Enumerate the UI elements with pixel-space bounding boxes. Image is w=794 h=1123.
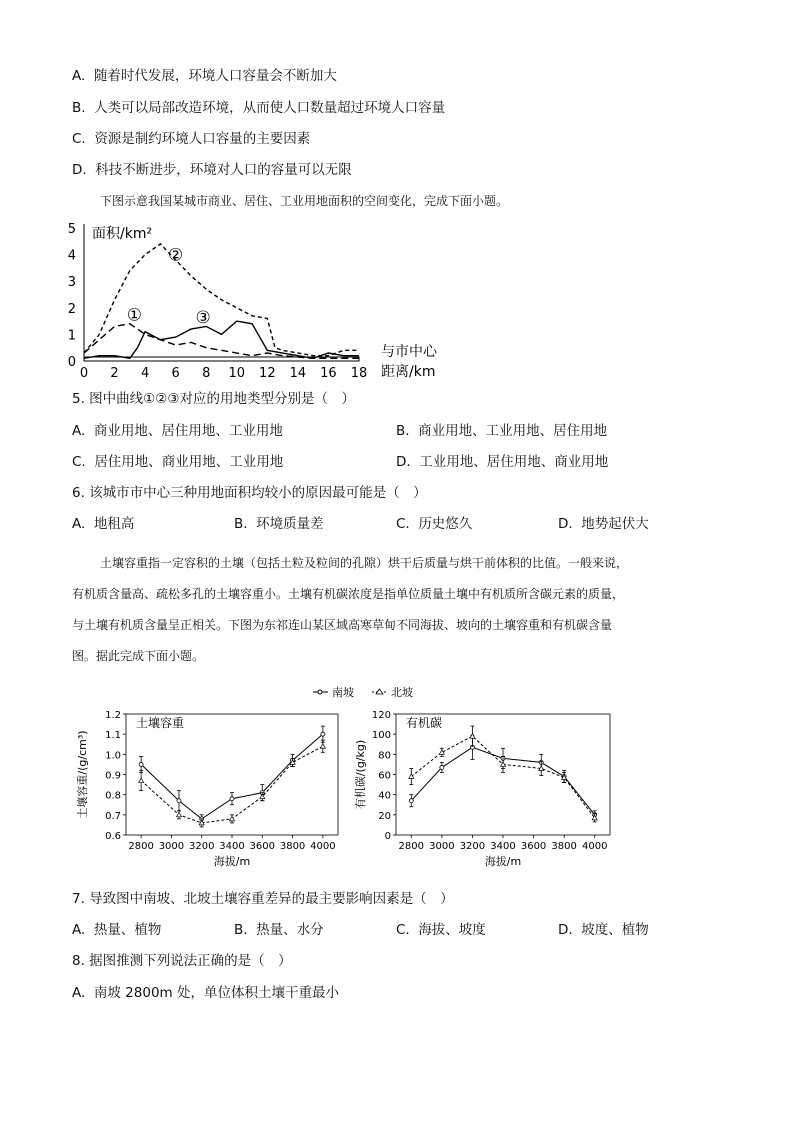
series-line-2 bbox=[84, 244, 359, 356]
x-tick-label: 6 bbox=[171, 366, 180, 378]
south-slope-point bbox=[139, 762, 143, 766]
q6-option-d: D. 地势起伏大 bbox=[558, 516, 649, 532]
q7-stem: 7. 导致图中南坡、北坡土壤容重差异的最主要影响因素是（ ） bbox=[72, 891, 454, 907]
y-axis-title: 土壤容重/(g/cm³) bbox=[76, 730, 89, 819]
intro-chart2: 土壤容重指一定容积的土壤（包括土粒及粒间的孔隙）烘干后质量与烘干前体积的比值。一般来说， 有机质含量高、疏松多孔的土壤容重小。土壤有机碳浓度是指单位质量土壤中有机质所含碳元素的质量， 与土壤有机质含量呈正相关。下图为东祁连山某区域高寒草甸不同海拔、坡向的土壤容重和有机碳含量 图。据此完成下面小题。 bbox=[72, 556, 629, 663]
q6-option-a: A. 地租高 bbox=[72, 516, 135, 532]
y-tick-label: 0.8 bbox=[105, 790, 121, 802]
y-tick-label: 4 bbox=[68, 248, 76, 264]
x-tick-label: 4000 bbox=[310, 841, 336, 852]
y-tick-label: 100 bbox=[371, 730, 391, 742]
y-tick-label: 1.2 bbox=[105, 710, 121, 721]
y-axis-title: 有机碳/(g/kg) bbox=[354, 739, 367, 810]
series-line-3 bbox=[84, 321, 359, 358]
q5-option-a: A. 商业用地、居住用地、工业用地 bbox=[72, 423, 283, 439]
curve-label-2: ② bbox=[168, 245, 184, 266]
y-tick-label: 1.0 bbox=[105, 750, 121, 762]
x-axis-title-line1: 与市中心 bbox=[381, 344, 437, 360]
north-slope-point bbox=[320, 744, 325, 749]
x-tick-label: 14 bbox=[289, 366, 307, 378]
y-tick-label: 0 bbox=[68, 355, 76, 370]
q5-stem: 5. 图中曲线①②③对应的用地类型分别是（ ） bbox=[72, 391, 355, 407]
q7-option-d: D. 坡度、植物 bbox=[558, 922, 649, 938]
x-tick-label: 3800 bbox=[279, 841, 306, 852]
x-tick-label: 3800 bbox=[551, 841, 577, 852]
soil-density-carbon-chart bbox=[70, 683, 630, 873]
y-tick-label: 80 bbox=[378, 750, 391, 762]
intro-chart1: 下图示意我国某城市商业、居住、工业用地面积的空间变化，完成下面小题。 bbox=[100, 194, 509, 208]
curve-label-1: ① bbox=[126, 305, 143, 326]
y-tick-label: 0.7 bbox=[105, 810, 121, 822]
x-tick-label: 3200 bbox=[459, 841, 486, 852]
panel-title: 土壤容重 bbox=[136, 716, 185, 730]
x-axis-title: 海拔/m bbox=[213, 855, 251, 868]
q6-option-c: C. 历史悠久 bbox=[396, 516, 473, 532]
y-tick-label: 1.1 bbox=[105, 730, 121, 742]
x-tick-label: 4000 bbox=[581, 841, 608, 852]
q4-option-a: A. 随着时代发展，环境人口容量会不断加大 bbox=[72, 68, 337, 84]
y-tick-label: 40 bbox=[378, 790, 391, 802]
north-slope-point bbox=[439, 750, 444, 755]
north-slope-point bbox=[139, 778, 144, 783]
x-tick-label: 4 bbox=[140, 366, 150, 378]
q8-stem: 8. 据图推测下列说法正确的是（ ） bbox=[72, 953, 292, 969]
x-tick-label: 3400 bbox=[219, 841, 245, 852]
x-tick-label: 12 bbox=[259, 366, 276, 378]
y-tick-label: 120 bbox=[371, 710, 391, 721]
x-tick-label: 18 bbox=[350, 366, 368, 378]
y-tick-label: 0.6 bbox=[105, 831, 121, 842]
legend-south-marker bbox=[318, 690, 322, 694]
y-tick-label: 60 bbox=[378, 770, 391, 782]
land-use-area-chart bbox=[68, 218, 468, 378]
x-axis-title: 海拔/m bbox=[484, 855, 522, 868]
q8-option-a: A. 南坡 2800m 处，单位体积土壤干重最小 bbox=[72, 985, 339, 1001]
north-slope-point bbox=[470, 734, 475, 739]
y-tick-label: 3 bbox=[68, 275, 76, 291]
x-axis-title-line2: 距离/km bbox=[381, 364, 436, 378]
south-slope-point bbox=[177, 799, 181, 803]
legend-north-label: 北坡 bbox=[391, 686, 413, 699]
y-tick-label: 1 bbox=[68, 328, 76, 344]
y-tick-label: 0.9 bbox=[105, 770, 121, 782]
x-tick-label: 16 bbox=[320, 366, 337, 378]
q5-option-d: D. 工业用地、居住用地、商业用地 bbox=[396, 454, 609, 470]
south-slope-line bbox=[141, 734, 323, 819]
north-slope-point bbox=[230, 816, 235, 821]
q5-option-c: C. 居住用地、商业用地、工业用地 bbox=[72, 454, 284, 470]
x-tick-label: 3200 bbox=[188, 841, 215, 852]
south-slope-point bbox=[409, 799, 413, 803]
x-tick-label: 2 bbox=[110, 366, 119, 378]
q4-option-b: B. 人类可以局部改造环境，从而使人口数量超过环境人口容量 bbox=[72, 100, 446, 116]
curve-label-3: ③ bbox=[195, 308, 211, 329]
plot-frame bbox=[396, 714, 610, 835]
x-tick-label: 3400 bbox=[490, 841, 516, 852]
q5-option-b: B. 商业用地、工业用地、居住用地 bbox=[396, 423, 608, 439]
q6-stem: 6. 该城市市中心三种用地面积均较小的原因最可能是（ ） bbox=[72, 485, 427, 501]
x-tick-label: 3000 bbox=[158, 841, 185, 852]
south-slope-point bbox=[440, 765, 444, 769]
y-tick-label: 5 bbox=[68, 222, 76, 237]
y-axis-title: 面积/km² bbox=[92, 226, 153, 242]
panel-title: 有机碳 bbox=[406, 716, 443, 730]
x-tick-label: 2800 bbox=[128, 841, 154, 852]
q7-option-b: B. 热量、水分 bbox=[234, 922, 324, 938]
q4-option-d: D. 科技不断进步，环境对人口的容量可以无限 bbox=[72, 162, 352, 178]
x-tick-label: 0 bbox=[79, 366, 89, 378]
north-slope-point bbox=[177, 812, 182, 817]
q7-option-c: C. 海拔、坡度 bbox=[396, 922, 486, 938]
y-tick-label: 0 bbox=[384, 831, 391, 842]
legend-south-label: 南坡 bbox=[332, 686, 354, 699]
x-tick-label: 2800 bbox=[398, 841, 425, 852]
series-line-1 bbox=[84, 324, 359, 359]
q6-option-b: B. 环境质量差 bbox=[234, 516, 324, 532]
q4-option-c: C. 资源是制约环境人口容量的主要因素 bbox=[72, 131, 311, 147]
y-tick-label: 20 bbox=[378, 810, 391, 822]
x-tick-label: 3600 bbox=[520, 841, 547, 852]
x-tick-label: 8 bbox=[202, 366, 211, 378]
south-slope-point bbox=[321, 732, 325, 736]
q7-option-a: A. 热量、植物 bbox=[72, 922, 162, 938]
south-slope-point bbox=[230, 797, 234, 801]
x-tick-label: 10 bbox=[228, 366, 246, 378]
x-tick-label: 3600 bbox=[249, 841, 276, 852]
x-tick-label: 3000 bbox=[429, 841, 455, 852]
y-tick-label: 2 bbox=[68, 301, 76, 317]
